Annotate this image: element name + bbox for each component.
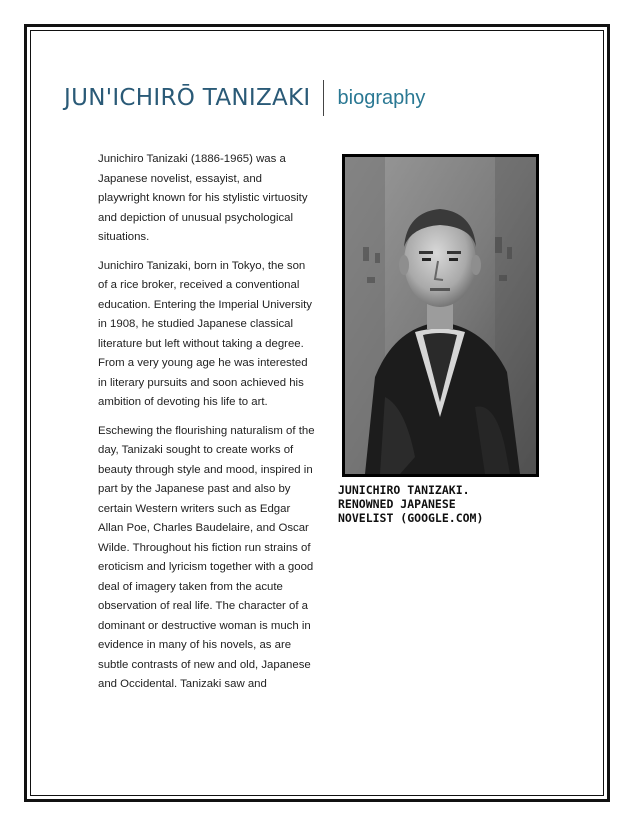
caption-line: JUNICHIRO TANIZAKI. [338,483,470,497]
paragraph: Junichiro Tanizaki, born in Tokyo, the son of a rice broker, received a conventional education. Entering the Imperial University in 1908, he studied Japanese classical literature but left without taking a degree. From a very young age he was interested in literary pursuits and soon achieved his ambition of devoting his life to art. [98,259,312,408]
paragraph: Junichiro Tanizaki (1886-1965) was a Japanese novelist, essayist, and playwright known for his stylistic virtuosity and depiction of unusual psychological situations. [98,153,308,243]
page-subtitle: biography [337,86,426,109]
caption-line: NOVELIST (GOOGLE.COM) [338,511,484,525]
biography-text [98,150,316,704]
paragraph: Eschewing the flourishing naturalism of the day, Tanizaki sought to create works of beauty through style and mood, inspired in part by the Japanese past and also by certain Western writers such as Edgar Allan Poe, Charles Baudelaire, and Oscar Wilde. Throughout his fiction run strains of eroticism and lyricism together with a good deal of imagery taken from the acute observation of real life. The character of a dominant or destructive woman is much in evidence in many of his novels, as are subtle contrasts of new and old, Japanese and Occidental. Tanizaki saw and [98,424,315,690]
portrait-illustration [345,157,536,474]
caption-line: RENOWNED JAPANESE [338,497,456,511]
title-row [64,80,425,116]
title-divider [323,80,324,116]
page-title: JUN'ICHIRŌ TANIZAKI [64,85,311,111]
photo-caption [338,483,568,525]
portrait-photo [342,154,539,477]
